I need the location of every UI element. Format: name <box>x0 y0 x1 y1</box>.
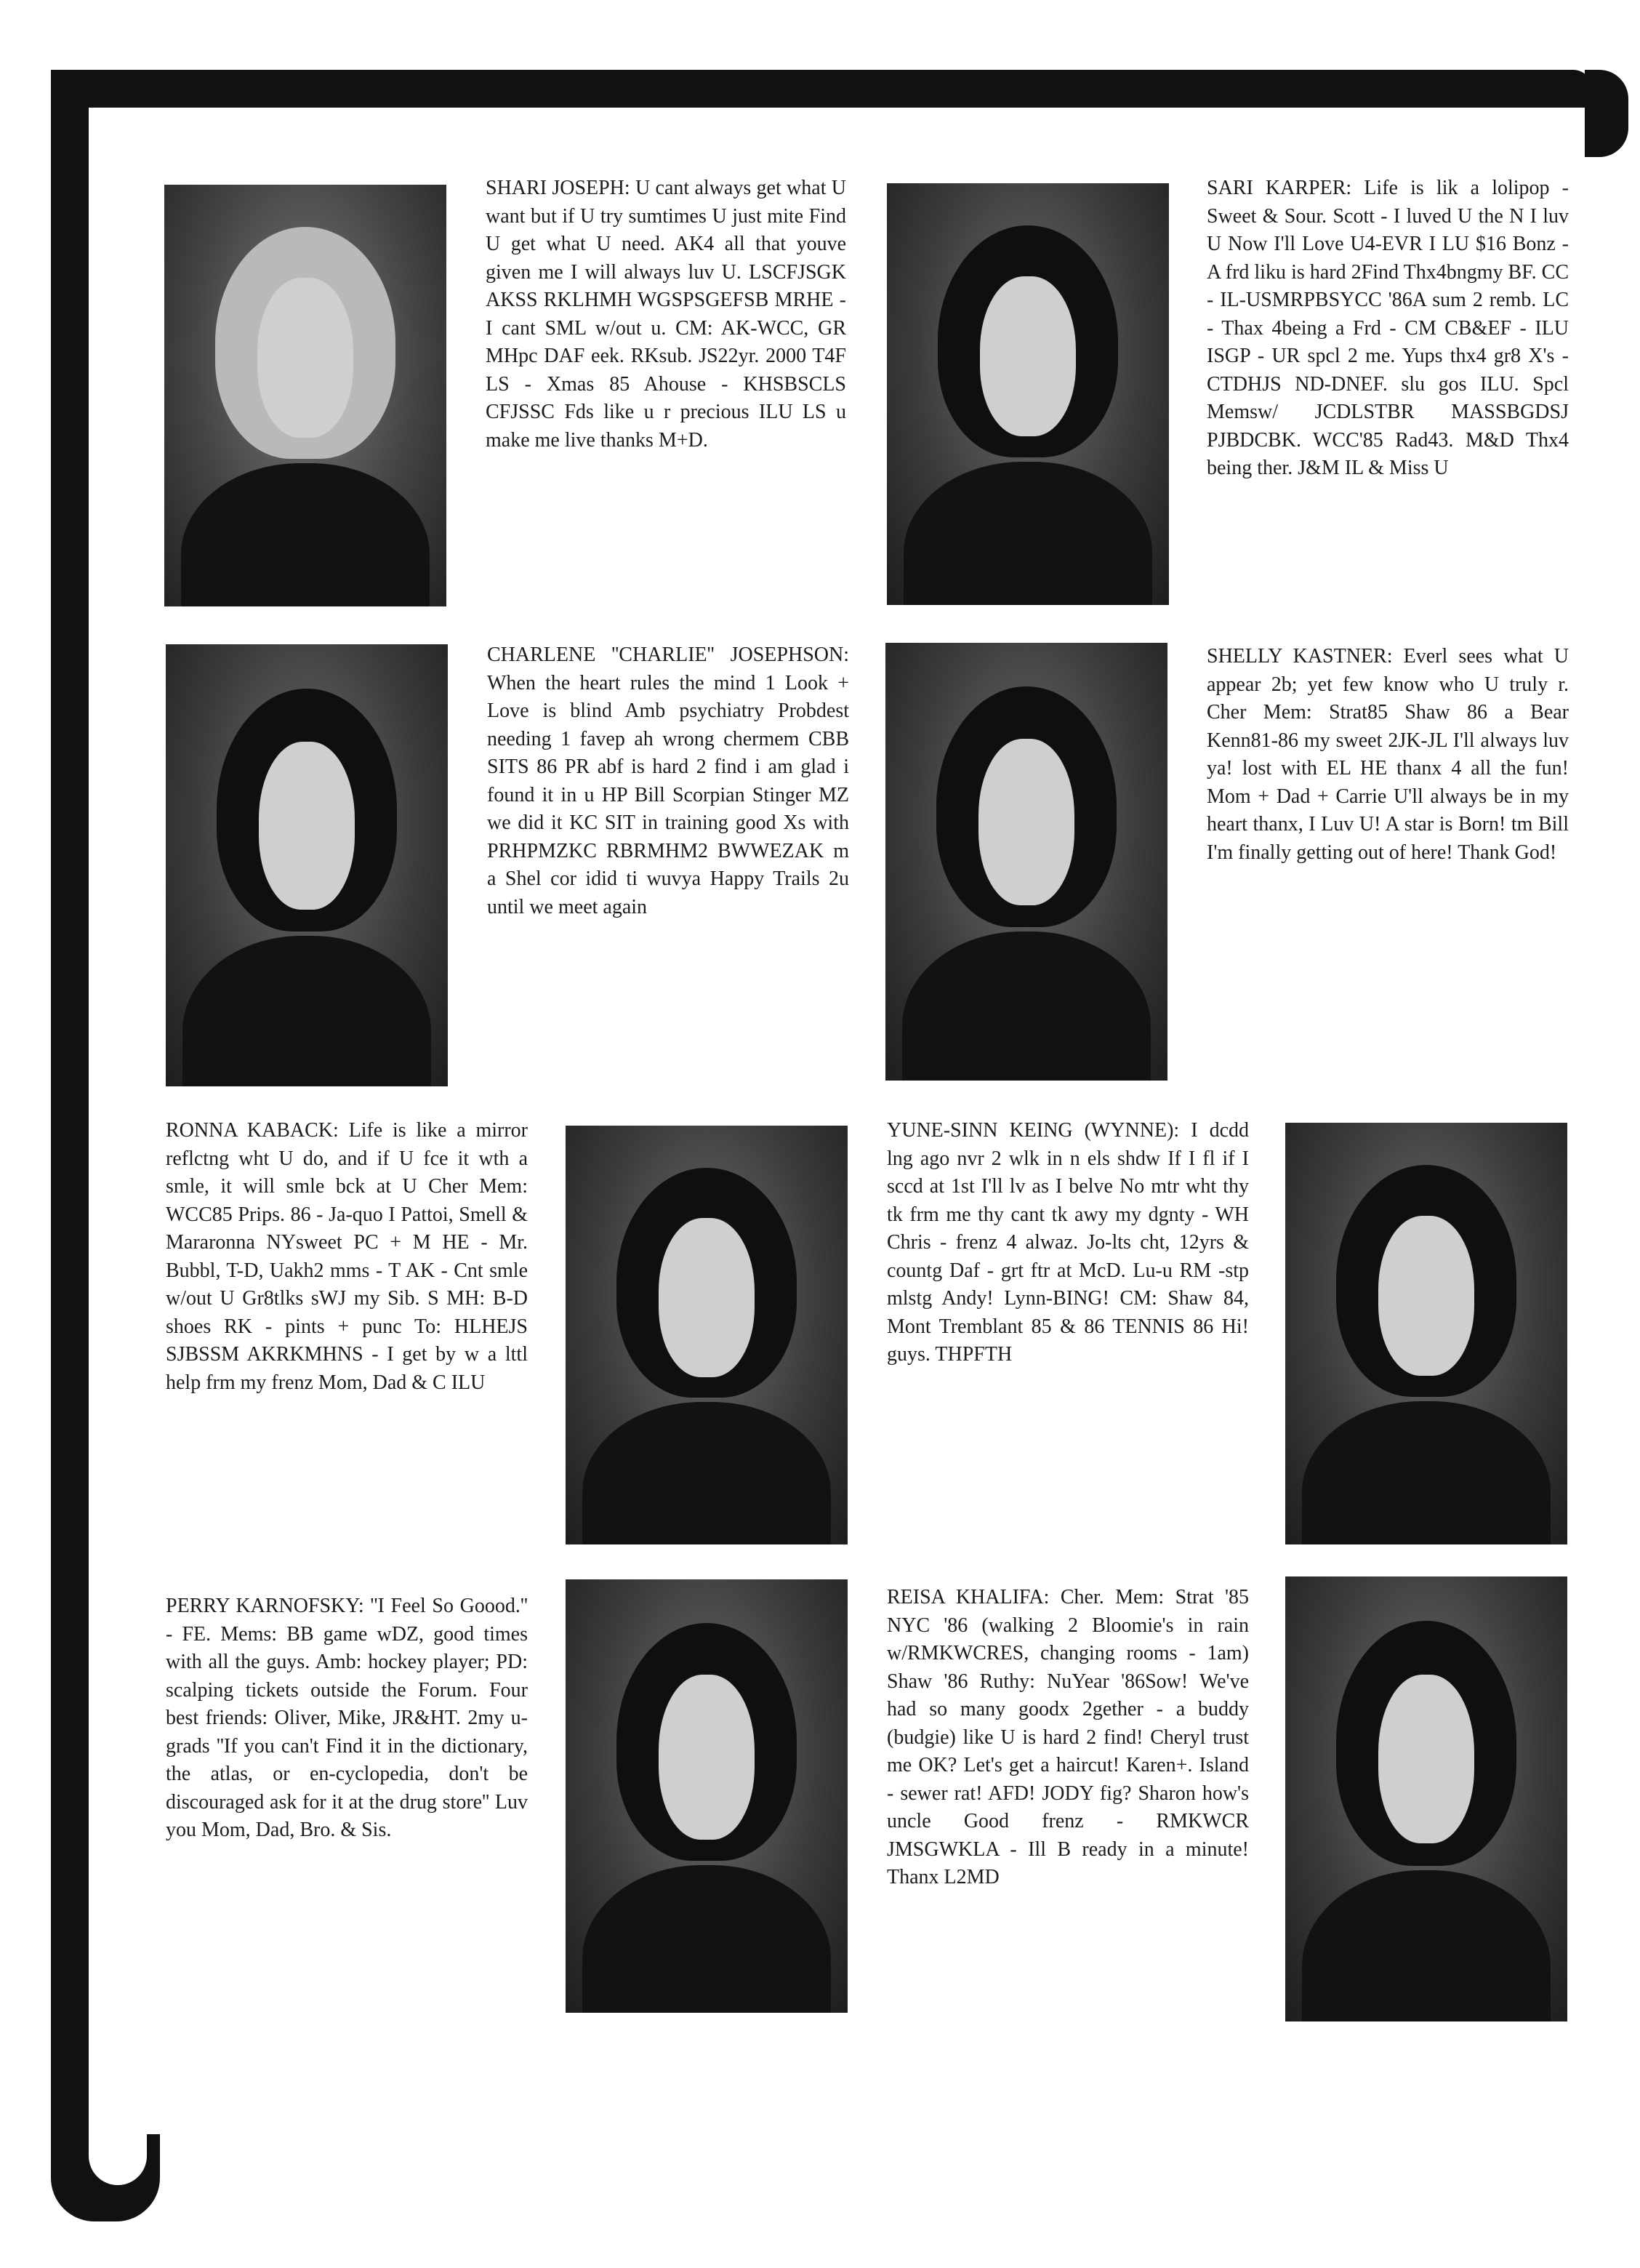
entry-text-yune-sinn-keing: YUNE-SINN KEING (WYNNE): I dcdd lng ago nvr 2 wlk in n els shdw If I fl if I sccd at 1st I'll lv as I belve No mtr wht thy tk frm me thy cant tk awy my dgnty - WH Chris - frenz 4 alwaz. Jo-lts cht, 12yrs & countg Daf - grt ftr at McD. Lu-u RM -stp mlstg Andy! Lynn-BING! CM: Shaw 84, Mont Tremblant 85 & 86 TENNIS 86 Hi! guys. THPFTH <box>887 1119 1249 1366</box>
portrait-face <box>659 1675 755 1839</box>
portrait-sari-karper <box>887 183 1169 605</box>
portrait-face <box>1378 1216 1474 1376</box>
portrait-yune-sinn-keing <box>1285 1123 1567 1544</box>
portrait-face <box>1378 1675 1474 1844</box>
portrait-face <box>259 742 355 910</box>
page-frame-top <box>51 70 1592 108</box>
entry-text-perry-karnofsky: PERRY KARNOFSKY: ''I Feel So Goood.'' - FE. Mems: BB game wDZ, good times with all the guys. Amb: hockey player; PD: scalping tickets outside the Forum. Four best friends: Oliver, Mike, JR&HT. 2my u-grads ''If you can't Find it in the dictionary, the atlas, or en-cyclopedia, don't be discouraged ask for it at the drug store'' Luv you Mom, Dad, Bro. & Sis. <box>166 1595 528 1841</box>
entry-text-sari-karper: SARI KARPER: Life is lik a lolipop - Sweet & Sour. Scott - I luved U the N I luv U Now I'll Love U4-EVR I LU $16 Bonz - A frd liku is hard 2Find Thx4bngmy BF. CC - IL-USMRPBSYCC '86A sum 2 remb. LC - Thax 4being a Frd - CM CB&EF - ILU ISGP - UR spcl 2 me. Yups thx4 gr8 X's - CTDHJS ND-DNEF. slu gos ILU. Spcl Memsw/ JCDLSTBR MASSBGDSJ PJBDCBK. WCC'85 Rad43. M&D Thx4 being ther. J&M IL & Miss U <box>1207 177 1569 479</box>
portrait-face <box>980 276 1076 436</box>
portrait-charlene-josephson <box>166 644 448 1086</box>
entry-text-ronna-kaback: RONNA KABACK: Life is like a mirror reflctng wht U do, and if U fce it wth a smle, it will smle bck at U Cher Mem: WCC85 Prips. 86 - Ja-quo I Pattoi, Smell & Mararonna NYsweet PC + M HE - Mr. Bubbl, T-D, Uakh2 mms - T AK - Cnt smle w/out U Gr8tlks sWJ my Sib. S MH: B-D shoes RK - pints + punc To: HLHEJS SJBSSM AKRKMHNS - I get by w a lttl help frm my frenz Mom, Dad & C ILU <box>166 1119 528 1394</box>
page-frame-left <box>51 70 89 2175</box>
entry-text-shari-joseph: SHARI JOSEPH: U cant always get what U want but if U try sumtimes U just mite Find U get what U need. AK4 all that youve given me I will always luv U. LSCFJSGK AKSS RKLHMH WGSPSGEFSB MRHE - I cant SML w/out u. CM: AK-WCC, GR MHpc DAF eek. RKsub. JS22yr. 2000 T4F LS - Xmas 85 Ahouse - KHSBSCLS CFJSSC Fds like u r precious ILU LS u make me live thanks M+D. <box>486 177 846 452</box>
portrait-perry-karnofsky <box>566 1579 848 2013</box>
portrait-shari-joseph <box>164 185 446 606</box>
portrait-body <box>582 1865 830 2013</box>
portrait-body <box>904 462 1151 605</box>
portrait-reisa-khalifa <box>1285 1576 1567 2021</box>
entry-text-charlene-josephson: CHARLENE ''CHARLIE'' JOSEPHSON: When the heart rules the mind 1 Look + Love is blind Amb psychiatry Probdest needing 1 favep ah wrong chermem CBB SITS 86 PR abf is hard 2 find i am glad i found it in u HP Bill Scorpian Stinger MZ we did it KC SIT in training good Xs with PRHPMZKC RBRMHM2 BWWEZAK m a Shel cor idid ti wuvya Happy Trails 2u until we meet again <box>487 644 849 918</box>
portrait-body <box>1302 1401 1550 1544</box>
entry-text-shelly-kastner: SHELLY KASTNER: Everl sees what U appear 2b; yet few know who U truly r. Cher Mem: Strat85 Shaw 86 a Bear Kenn81-86 my sweet 2JK-JL I'll always luv ya! lost with EL HE thanx 4 all the fun! Mom + Dad + Carrie U'll always be in my heart thanx, I Luv U! A star is Born! tm Bill I'm finally getting out of here! Thank God! <box>1207 645 1569 864</box>
portrait-face <box>257 278 353 438</box>
portrait-ronna-kaback <box>566 1126 848 1544</box>
portrait-shelly-kastner <box>885 643 1167 1081</box>
portrait-body <box>182 936 430 1086</box>
portrait-face <box>978 739 1074 905</box>
portrait-body <box>181 463 429 606</box>
portrait-body <box>582 1402 830 1544</box>
portrait-body <box>1302 1870 1550 2021</box>
frame-hook-top <box>1585 70 1628 157</box>
portrait-face <box>659 1218 755 1377</box>
entry-text-reisa-khalifa: REISA KHALIFA: Cher. Mem: Strat '85 NYC '86 (walking 2 Bloomie's in rain w/RMKWCRES, changing rooms - 1am) Shaw '86 Ruthy: NuYear '86Sow! We've had so many goodx 2gether - a buddy (budgie) like U is hard 2 find! Cheryl trust me OK? Let's get a haircut! Karen+. Island - sewer rat! AFD! JODY fig? Sharon how's uncle Good frenz - RMKWCR JMSGWKLA - Ill B ready in a minute! Thanx L2MD <box>887 1586 1249 1888</box>
portrait-body <box>902 931 1150 1081</box>
